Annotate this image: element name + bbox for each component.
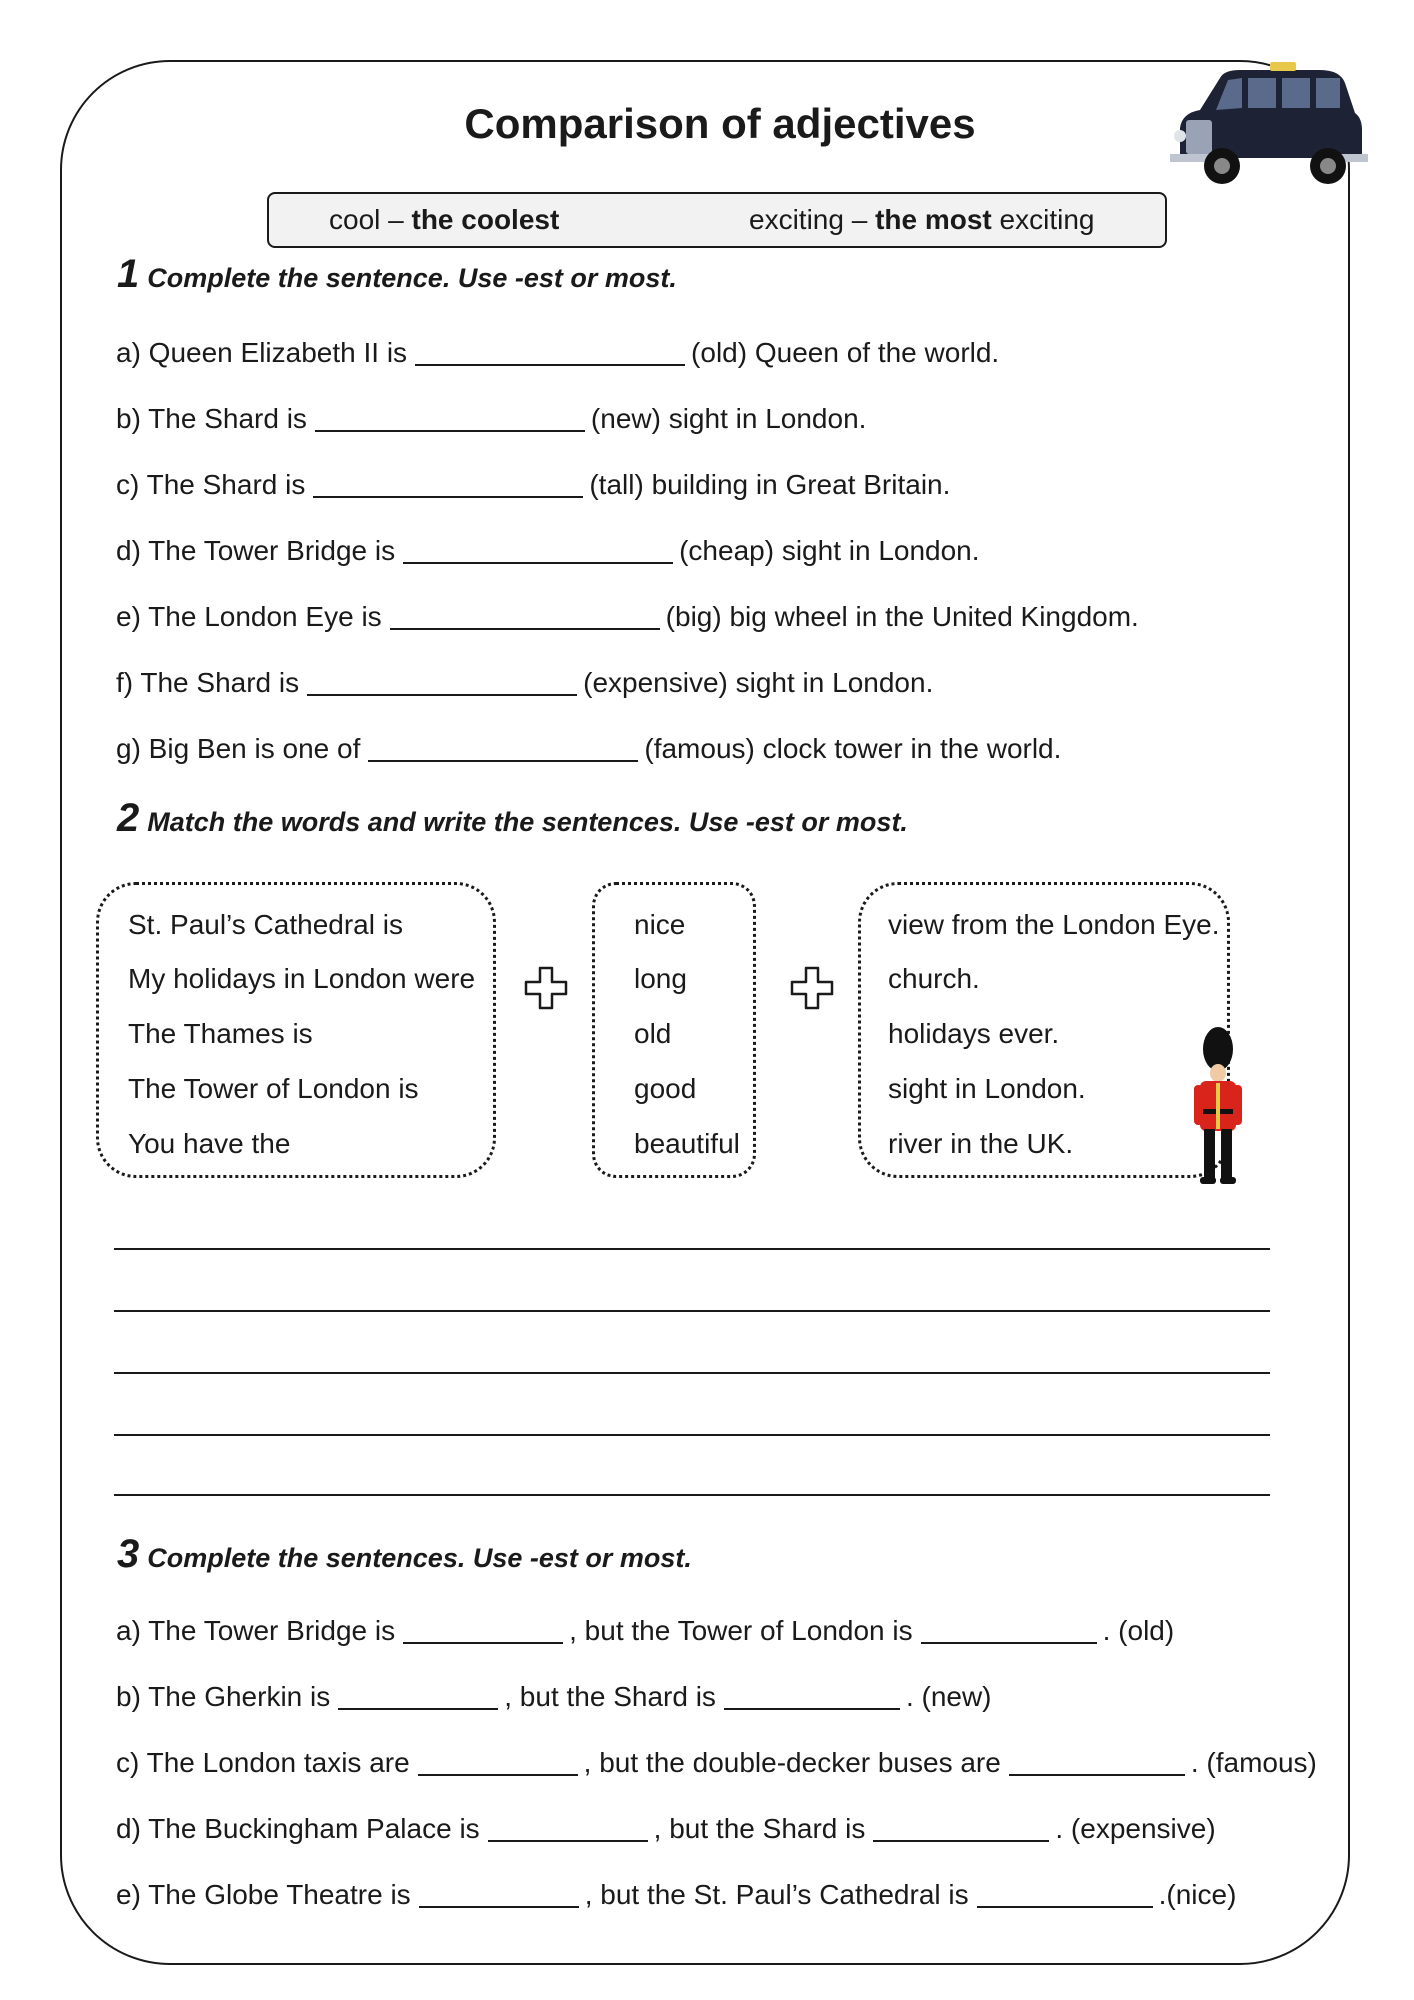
exercise-1-item: e) The London Eye is (big) big wheel in the United Kingdom. [116, 598, 1139, 633]
answer-blank[interactable] [488, 1810, 648, 1842]
answer-blank[interactable] [338, 1678, 498, 1710]
page-title: Comparison of adjectives [464, 100, 976, 147]
exercise-1-item: f) The Shard is (expensive) sight in London. [116, 664, 933, 699]
adjective-word[interactable]: beautiful [634, 1128, 740, 1159]
subject-word[interactable]: My holidays in London were [128, 963, 476, 994]
writing-line[interactable] [114, 1310, 1270, 1312]
ending-word[interactable]: church. [888, 963, 980, 994]
exercise-1-item: a) Queen Elizabeth II is (old) Queen of the world. [116, 334, 999, 369]
subject-word[interactable]: The Tower of London is [128, 1073, 419, 1104]
subject-word[interactable]: The Thames is [128, 1018, 313, 1049]
plus-icon [523, 965, 569, 1011]
adjective-word[interactable]: old [634, 1018, 672, 1049]
london-taxi-icon [1150, 58, 1370, 198]
answer-blank[interactable] [724, 1678, 900, 1710]
answer-blank[interactable] [977, 1876, 1153, 1908]
answer-blank[interactable] [368, 730, 638, 762]
exercise-3-item: b) The Gherkin is , but the Shard is . (new) [116, 1678, 992, 1713]
royal-guard-icon [1188, 1025, 1248, 1187]
answer-blank[interactable] [307, 664, 577, 696]
answer-blank[interactable] [873, 1810, 1049, 1842]
subject-word[interactable]: You have the [128, 1128, 291, 1159]
answer-blank[interactable] [315, 400, 585, 432]
exercise-1-item: b) The Shard is (new) sight in London. [116, 400, 866, 435]
adjective-word[interactable]: good [634, 1073, 697, 1104]
example-cool: cool – the coolest [329, 204, 560, 235]
exercise-1-item: c) The Shard is (tall) building in Great Britain. [116, 466, 950, 501]
exercise-3-item: c) The London taxis are , but the double-decker buses are . (famous) [116, 1744, 1317, 1779]
example-exciting: exciting – the most exciting [749, 204, 1095, 235]
exercise-3-item: a) The Tower Bridge is , but the Tower of London is . (old) [116, 1612, 1174, 1647]
ending-word[interactable]: river in the UK. [888, 1128, 1074, 1159]
adjective-word[interactable]: nice [634, 909, 686, 940]
exercise-3-item: e) The Globe Theatre is , but the St. Paul’s Cathedral is .(nice) [116, 1876, 1236, 1911]
subject-word[interactable]: St. Paul’s Cathedral is [128, 909, 403, 940]
plus-icon [789, 965, 835, 1011]
answer-blank[interactable] [418, 1744, 578, 1776]
section-3-heading: 3 Complete the sentences. Use -est or most. [117, 1532, 692, 1576]
exercise-3-item: d) The Buckingham Palace is , but the Shard is . (expensive) [116, 1810, 1216, 1845]
answer-blank[interactable] [1009, 1744, 1185, 1776]
adjective-word[interactable]: long [634, 963, 687, 994]
writing-line[interactable] [114, 1494, 1270, 1496]
writing-line[interactable] [114, 1434, 1270, 1436]
exercise-1-item: d) The Tower Bridge is (cheap) sight in London. [116, 532, 980, 567]
ending-word[interactable]: holidays ever. [888, 1018, 1060, 1049]
writing-line[interactable] [114, 1372, 1270, 1374]
example-box [267, 192, 1167, 248]
answer-blank[interactable] [390, 598, 660, 630]
exercise-1-item: g) Big Ben is one of (famous) clock tower in the world. [116, 730, 1061, 765]
answer-blank[interactable] [415, 334, 685, 366]
answer-blank[interactable] [403, 1612, 563, 1644]
ending-word[interactable]: sight in London. [888, 1073, 1086, 1104]
answer-blank[interactable] [419, 1876, 579, 1908]
section-2-heading: 2 Match the words and write the sentences. Use -est or most. [117, 796, 908, 840]
section-1-heading: 1 Complete the sentence. Use -est or most. [117, 252, 677, 296]
answer-blank[interactable] [313, 466, 583, 498]
answer-blank[interactable] [921, 1612, 1097, 1644]
writing-line[interactable] [114, 1248, 1270, 1250]
ending-word[interactable]: view from the London Eye. [888, 909, 1220, 940]
answer-blank[interactable] [403, 532, 673, 564]
